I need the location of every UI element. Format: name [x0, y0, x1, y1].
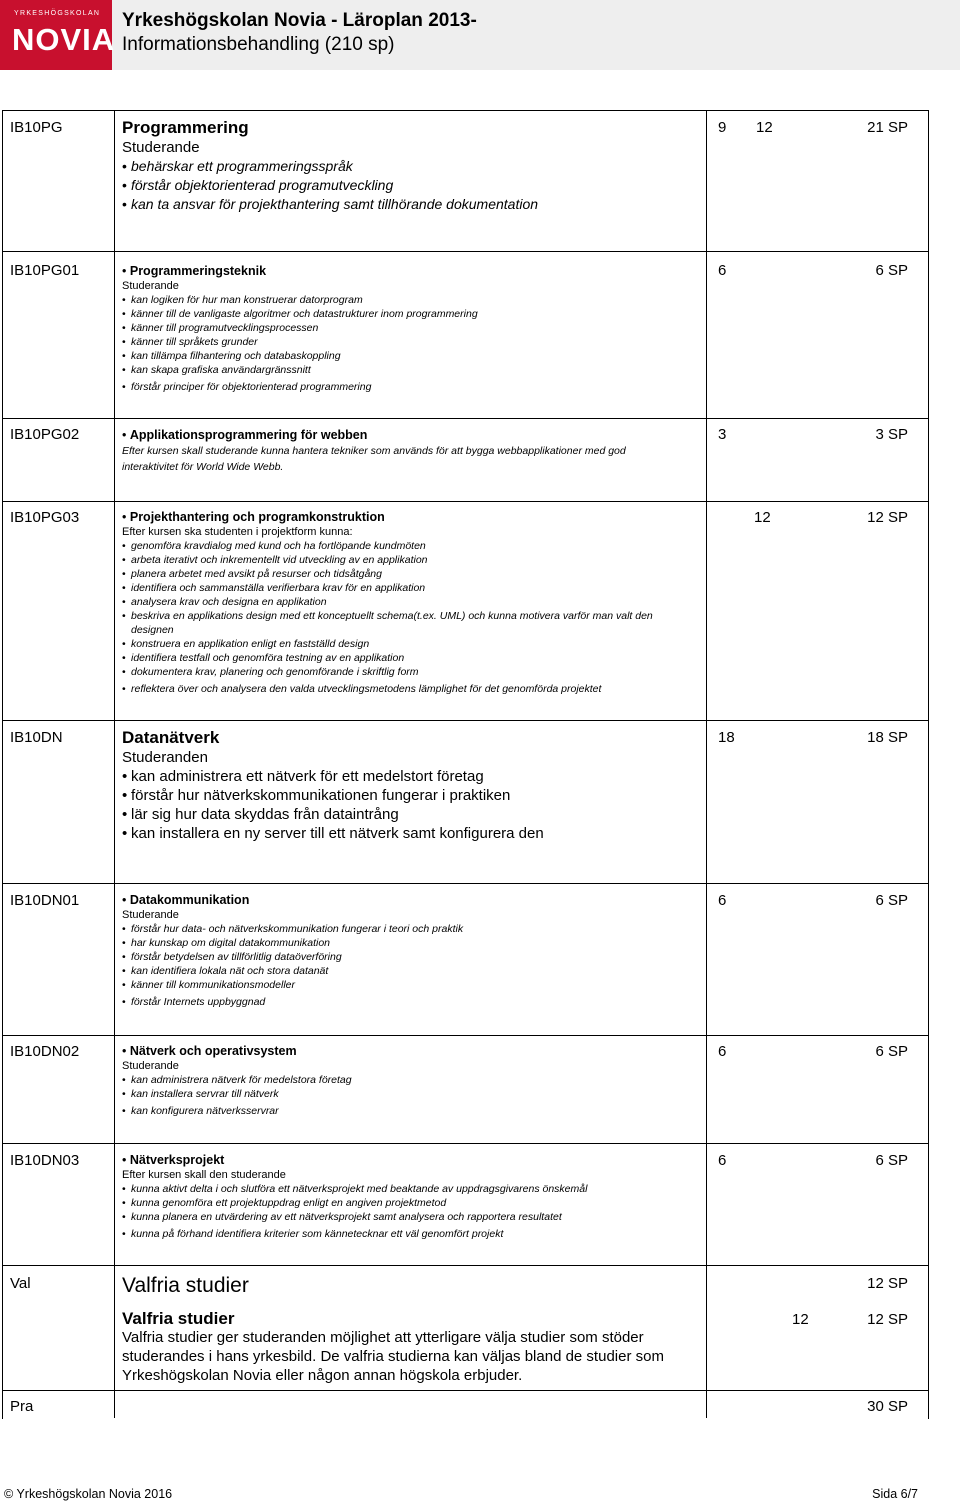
course-intro: Studerande [122, 909, 179, 921]
credits-year2: 12 [756, 119, 773, 136]
credits-year1: 18 [718, 729, 735, 746]
outcome-item: • dokumentera krav, planering och genomförande i skriftlig form [122, 665, 682, 679]
outcome-item: • kunna planera en utvärdering av ett nätverksprojekt samt analysera och rapportera resultatet [122, 1210, 682, 1224]
credits-year1: 6 [718, 262, 727, 279]
learning-outcomes [122, 157, 682, 214]
outcome-item: • lär sig hur data skyddas från dataintrång [122, 805, 682, 824]
credits-total: 30 SP [867, 1398, 908, 1415]
elective-subtitle: Valfria studier [122, 1309, 235, 1328]
course-code: IB10DN02 [10, 1043, 80, 1060]
outcome-item: • förstår objektorienterad programutveckling [122, 176, 682, 195]
outcome-item: • beskriva en applikations design med ett konceptuellt schema(t.ex. UML) och kunna motivera varför man valt den designen [122, 609, 676, 637]
learning-outcomes [122, 1073, 682, 1118]
table-column-divider [706, 110, 707, 1418]
outcome-item: • förstår hur nätverkskommunikationen fungerar i praktiken [122, 786, 682, 805]
credits-total: 6 SP [875, 1152, 908, 1169]
credits-total: 6 SP [875, 1043, 908, 1060]
table-row-divider [2, 883, 928, 884]
course-title: Programmering [122, 118, 249, 137]
course-code: IB10PG02 [10, 426, 80, 443]
credits-total: 18 SP [867, 729, 908, 746]
credits-total: 6 SP [875, 892, 908, 909]
table-row-divider [2, 1035, 928, 1036]
outcome-item: • kan konfigurera nätverksservrar [122, 1104, 682, 1118]
document-subtitle: Informationsbehandling (210 sp) [122, 34, 395, 55]
table-row-divider [2, 720, 928, 721]
course-title: • Applikationsprogrammering för webben [122, 427, 682, 443]
course-ib10dn [122, 728, 682, 843]
table-row-divider [2, 251, 928, 252]
outcome-item: • känner till språkets grunder [122, 335, 682, 349]
course-title: • Datakommunikation [122, 892, 682, 908]
course-ib10pg03 [122, 509, 682, 696]
credits-year1: 6 [718, 1043, 727, 1060]
outcome-item: • förstår hur data- och nätverkskommunikation fungerar i teori och praktik [122, 922, 682, 936]
course-intro: Efter kursen skall den studerande [122, 1169, 286, 1181]
outcome-item: • kan installera en ny server till ett nätverk samt konfigurera den [122, 824, 682, 843]
credits-year1: 6 [718, 1152, 727, 1169]
learning-outcomes [122, 1182, 682, 1241]
outcome-item: • kan tillämpa filhantering och databaskoppling [122, 349, 682, 363]
course-code: IB10PG01 [10, 262, 80, 279]
credits-total: 12 SP [867, 509, 908, 526]
course-ib10pg02 [122, 427, 682, 475]
credits-year3: 12 [792, 1311, 809, 1328]
learning-outcomes [122, 539, 682, 696]
table-row-divider [2, 1390, 928, 1391]
outcome-item: • analysera krav och designa en applikation [122, 595, 682, 609]
credits-year1: 6 [718, 892, 727, 909]
course-ib10dn01 [122, 892, 682, 1009]
credits-year1: 3 [718, 426, 727, 443]
outcome-item: • kan identifiera lokala nät och stora datanät [122, 964, 682, 978]
credits-total: 12 SP [867, 1275, 908, 1292]
outcome-item: • reflektera över och analysera den valda utvecklingsmetodens lämplighet för det genomförda projektet [122, 682, 682, 696]
elective-description: Valfria studier ger studeranden möjlighet att ytterligare välja studier som stöder studerandes i hans yrkesbild. De valfria studierna kan väljas bland de studier som Yrkeshögskolan Novia eller någon annan högskola erbjuder. [122, 1329, 664, 1384]
outcome-item: • planera arbetet med avsikt på resurser och tidsåtgång [122, 567, 682, 581]
course-ib10dn03 [122, 1152, 682, 1241]
course-ib10dn02 [122, 1043, 682, 1118]
table-row-divider [2, 1143, 928, 1144]
course-ib10pg [122, 118, 682, 214]
outcome-item: • kan skapa grafiska användargränssnitt [122, 363, 682, 377]
outcome-item: • kunna genomföra ett projektuppdrag enligt en angiven projektmetod [122, 1196, 682, 1210]
course-intro: Studeranden [122, 749, 208, 766]
course-description: Efter kursen skall studerande kunna hantera tekniker som används för att bygga webbapplikationer med god interaktivitet för World Wide Webb. [122, 445, 626, 473]
copyright-footer: © Yrkeshögskolan Novia 2016 [4, 1487, 173, 1501]
credits-total: 12 SP [867, 1311, 908, 1328]
table-row-divider [2, 1265, 928, 1266]
outcome-item: • förstår Internets uppbyggnad [122, 995, 682, 1009]
outcome-item: • kan administrera ett nätverk för ett medelstort företag [122, 767, 682, 786]
course-intro: Studerande [122, 139, 200, 156]
outcome-item: • behärskar ett programmeringsspråk [122, 157, 682, 176]
course-code: IB10DN [10, 729, 63, 746]
outcome-item: • kunna på förhand identifiera kriterier som kännetecknar ett väl genomfört projekt [122, 1227, 682, 1241]
outcome-item: • förstår betydelsen av tillförlitlig dataöverföring [122, 950, 682, 964]
document-title: Yrkeshögskolan Novia - Läroplan 2013- [122, 10, 477, 31]
credits-year1: 9 [718, 119, 727, 136]
outcome-item: • konstruera en applikation enligt en fastställd design [122, 637, 682, 651]
credits-total: 6 SP [875, 262, 908, 279]
course-code: Val [10, 1275, 31, 1292]
course-title: • Nätverk och operativsystem [122, 1043, 682, 1059]
credits-year2: 12 [754, 509, 771, 526]
course-code: IB10DN01 [10, 892, 80, 909]
elective-title: Valfria studier [122, 1274, 249, 1297]
course-title: Datanätverk [122, 728, 220, 747]
credits-total: 21 SP [867, 119, 908, 136]
course-intro: Efter kursen ska studenten i projektform kunna: [122, 526, 353, 538]
logo-wordmark: NOVIA [12, 22, 116, 57]
table-row-divider [2, 418, 928, 419]
outcome-item: • identifiera och sammanställa verifierbara krav för en applikation [122, 581, 682, 595]
logo-subtitle: YRKESHÖGSKOLAN [14, 10, 101, 17]
learning-outcomes [122, 767, 682, 843]
outcome-item: • förstår principer för objektorienterad programmering [122, 380, 682, 394]
table-column-divider [114, 110, 115, 1418]
course-code: IB10DN03 [10, 1152, 80, 1169]
outcome-item: • genomföra kravdialog med kund och ha fortlöpande kundmöten [122, 539, 682, 553]
outcome-item: • kan ta ansvar för projekthantering samt tillhörande dokumentation [122, 195, 682, 214]
course-title: • Programmeringsteknik [122, 263, 682, 279]
course-code: IB10PG03 [10, 509, 80, 526]
elective-block [122, 1309, 702, 1385]
course-ib10pg01 [122, 263, 682, 394]
course-intro: Studerande [122, 1060, 179, 1072]
outcome-item: • kan logiken för hur man konstruerar datorprogram [122, 293, 682, 307]
outcome-item: • kan installera servrar till nätverk [122, 1087, 682, 1101]
outcome-item: • identifiera testfall och genomföra testning av en applikation [122, 651, 682, 665]
learning-outcomes [122, 922, 682, 1009]
page-number: Sida 6/7 [872, 1487, 918, 1501]
outcome-item: • känner till programutvecklingsprocessen [122, 321, 682, 335]
course-title: • Projekthantering och programkonstruktion [122, 509, 682, 525]
outcome-item: • kan administrera nätverk för medelstora företag [122, 1073, 682, 1087]
course-code: Pra [10, 1398, 34, 1415]
novia-logo [0, 0, 116, 70]
outcome-item: • har kunskap om digital datakommunikation [122, 936, 682, 950]
table-row-divider [2, 501, 928, 502]
outcome-item: • arbeta iterativt och inkrementellt vid utveckling av en applikation [122, 553, 682, 567]
page-header [0, 0, 960, 70]
outcome-item: • känner till de vanligaste algoritmer och datastrukturer inom programmering [122, 307, 682, 321]
course-code: IB10PG [10, 119, 63, 136]
course-intro: Studerande [122, 280, 179, 292]
credits-total: 3 SP [875, 426, 908, 443]
course-title: • Nätverksprojekt [122, 1152, 682, 1168]
outcome-item: • kunna aktivt delta i och slutföra ett nätverksprojekt med beaktande av uppdragsgivarens önskemål [122, 1182, 682, 1196]
outcome-item: • känner till kommunikationsmodeller [122, 978, 682, 992]
learning-outcomes [122, 293, 682, 394]
